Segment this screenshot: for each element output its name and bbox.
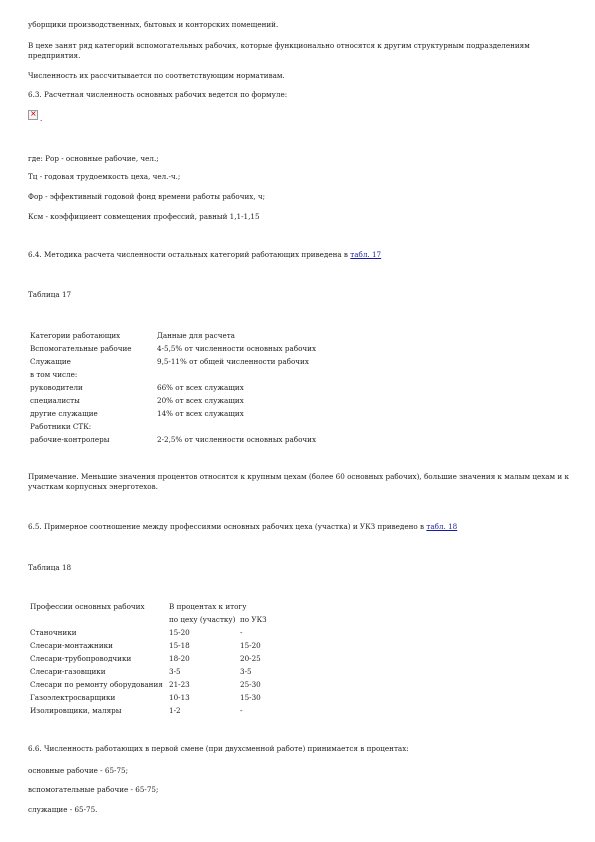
table-cell: Вспомогательные рабочие bbox=[30, 344, 132, 353]
section-6-6-line-2: вспомогательные рабочие - 65-75; bbox=[28, 785, 159, 794]
table-cell: 1-2 bbox=[169, 706, 181, 715]
table-row bbox=[30, 394, 316, 407]
formula-def-tc: Тц - годовая трудоемкость цеха, чел.-ч.; bbox=[28, 172, 181, 181]
formula-trailing-dot: . bbox=[40, 114, 43, 123]
table-cell: 3-5 bbox=[240, 667, 252, 676]
table-cell: 14% от всех служащих bbox=[157, 409, 244, 418]
table-row bbox=[30, 381, 316, 394]
intro-paragraph-2: В цехе занят ряд категорий вспомогательных рабочих, которые функционально относятся к другим структурным подразделениям предприятия. bbox=[28, 41, 530, 60]
table-row bbox=[30, 678, 267, 691]
table-row bbox=[30, 368, 316, 381]
table-cell: Слесари-газовщики bbox=[30, 667, 106, 676]
formula-def-ksm: Ксм - коэффициент совмещения профессий, равный 1,1-1,15 bbox=[28, 212, 260, 221]
table-18-link[interactable]: табл. 18 bbox=[426, 522, 458, 531]
table-cell: Работники СТК: bbox=[30, 422, 92, 431]
section-6-3-heading: 6.3. Расчетная численность основных рабочих ведется по формуле: bbox=[28, 90, 288, 99]
note-paragraph: Примечание. Меньшие значения процентов относятся к крупным цехам (более 60 основных рабочих), большие значения к малым цехам и к участкам корпусных энерготехов. bbox=[28, 472, 569, 491]
table-cell: руководители bbox=[30, 383, 83, 392]
section-6-4-text: 6.4. Методика расчета численности остальных категорий работающих приведена в bbox=[28, 250, 351, 259]
table-row bbox=[30, 342, 316, 355]
section-6-6-heading: 6.6. Численность работающих в первой смене (при двухсменной работе) принимается в процентах: bbox=[28, 744, 409, 753]
table-row bbox=[30, 600, 267, 613]
table-cell bbox=[157, 420, 316, 433]
table-cell: 15-20 bbox=[169, 628, 190, 637]
table-18 bbox=[30, 600, 267, 717]
section-6-6-line-1: основные рабочие - 65-75; bbox=[28, 766, 129, 775]
table-cell: в том числе: bbox=[30, 370, 78, 379]
table-cell: 20% от всех служащих bbox=[157, 396, 244, 405]
table-row bbox=[30, 652, 267, 665]
formula-def-for: Фор - эффективный годовой фонд времени работы рабочих, ч; bbox=[28, 192, 266, 201]
table-row bbox=[30, 433, 316, 446]
table-cell: 25-30 bbox=[240, 680, 261, 689]
table-17 bbox=[30, 329, 316, 446]
intro-line-1: уборщики производственных, бытовых и конторских помещений. bbox=[28, 20, 279, 29]
table-row bbox=[30, 407, 316, 420]
table-cell: 21-23 bbox=[169, 680, 190, 689]
table-cell: 4-5,5% от численности основных рабочих bbox=[157, 344, 317, 353]
table-17-link[interactable]: табл. 17 bbox=[350, 250, 382, 259]
table-cell: специалисты bbox=[30, 396, 80, 405]
section-6-5-text: 6.5. Примерное соотношение между профессиями основных рабочих цеха (участка) и УКЗ приведено в bbox=[28, 522, 427, 531]
section-6-5-paragraph bbox=[28, 522, 571, 532]
table-cell: 10-13 bbox=[169, 693, 190, 702]
table-17-caption: Таблица 17 bbox=[28, 290, 72, 299]
table-row bbox=[30, 704, 267, 717]
intro-line-3: Численность их рассчитывается по соответствующим нормативам. bbox=[28, 71, 285, 80]
table-cell: другие служащие bbox=[30, 409, 98, 418]
table-cell: 15-18 bbox=[169, 641, 190, 650]
table-row bbox=[30, 626, 267, 639]
table-row bbox=[30, 665, 267, 678]
table-row bbox=[30, 613, 267, 626]
table-cell: Станочники bbox=[30, 628, 77, 637]
table-cell: Газоэлектросварщики bbox=[30, 693, 116, 702]
table-cell bbox=[157, 368, 316, 381]
table-cell: 9,5-11% от общей численности рабочих bbox=[157, 357, 309, 366]
table-cell: 15-20 bbox=[240, 641, 261, 650]
table-row bbox=[30, 355, 316, 368]
formula-def-rop: где: Рор - основные рабочие, чел.; bbox=[28, 154, 159, 163]
table-subheader-cell: по УКЗ bbox=[240, 615, 267, 624]
table-cell: рабочие-контролеры bbox=[30, 435, 110, 444]
table-header-cell: Профессии основных рабочих bbox=[30, 602, 145, 611]
table-cell: - bbox=[240, 628, 243, 637]
broken-formula-image-icon bbox=[28, 110, 38, 120]
table-header-cell: Данные для расчета bbox=[157, 331, 235, 340]
table-cell: 18-20 bbox=[169, 654, 190, 663]
table-header-cell: В процентах к итогу bbox=[169, 602, 247, 611]
table-18-caption: Таблица 18 bbox=[28, 563, 72, 572]
table-cell bbox=[30, 613, 169, 626]
section-6-6-line-3: служащие - 65-75. bbox=[28, 805, 98, 814]
table-cell: 15-30 bbox=[240, 693, 261, 702]
section-6-4-paragraph bbox=[28, 250, 571, 260]
table-cell: Слесари-трубопроводчики bbox=[30, 654, 132, 663]
table-subheader-cell: по цеху (участку) bbox=[169, 615, 236, 624]
table-cell: Служащие bbox=[30, 357, 71, 366]
table-cell: 20-25 bbox=[240, 654, 261, 663]
table-row bbox=[30, 420, 316, 433]
table-cell: 3-5 bbox=[169, 667, 181, 676]
table-cell: 66% от всех служащих bbox=[157, 383, 244, 392]
table-header-cell: Категории работающих bbox=[30, 331, 121, 340]
table-row bbox=[30, 691, 267, 704]
table-row bbox=[30, 329, 316, 342]
table-row bbox=[30, 639, 267, 652]
table-cell: 2-2,5% от численности основных рабочих bbox=[157, 435, 317, 444]
table-cell: Изолировщики, маляры bbox=[30, 706, 122, 715]
table-cell: - bbox=[240, 706, 243, 715]
table-cell: Слесари по ремонту оборудования bbox=[30, 680, 163, 689]
table-cell: Слесари-монтажники bbox=[30, 641, 113, 650]
